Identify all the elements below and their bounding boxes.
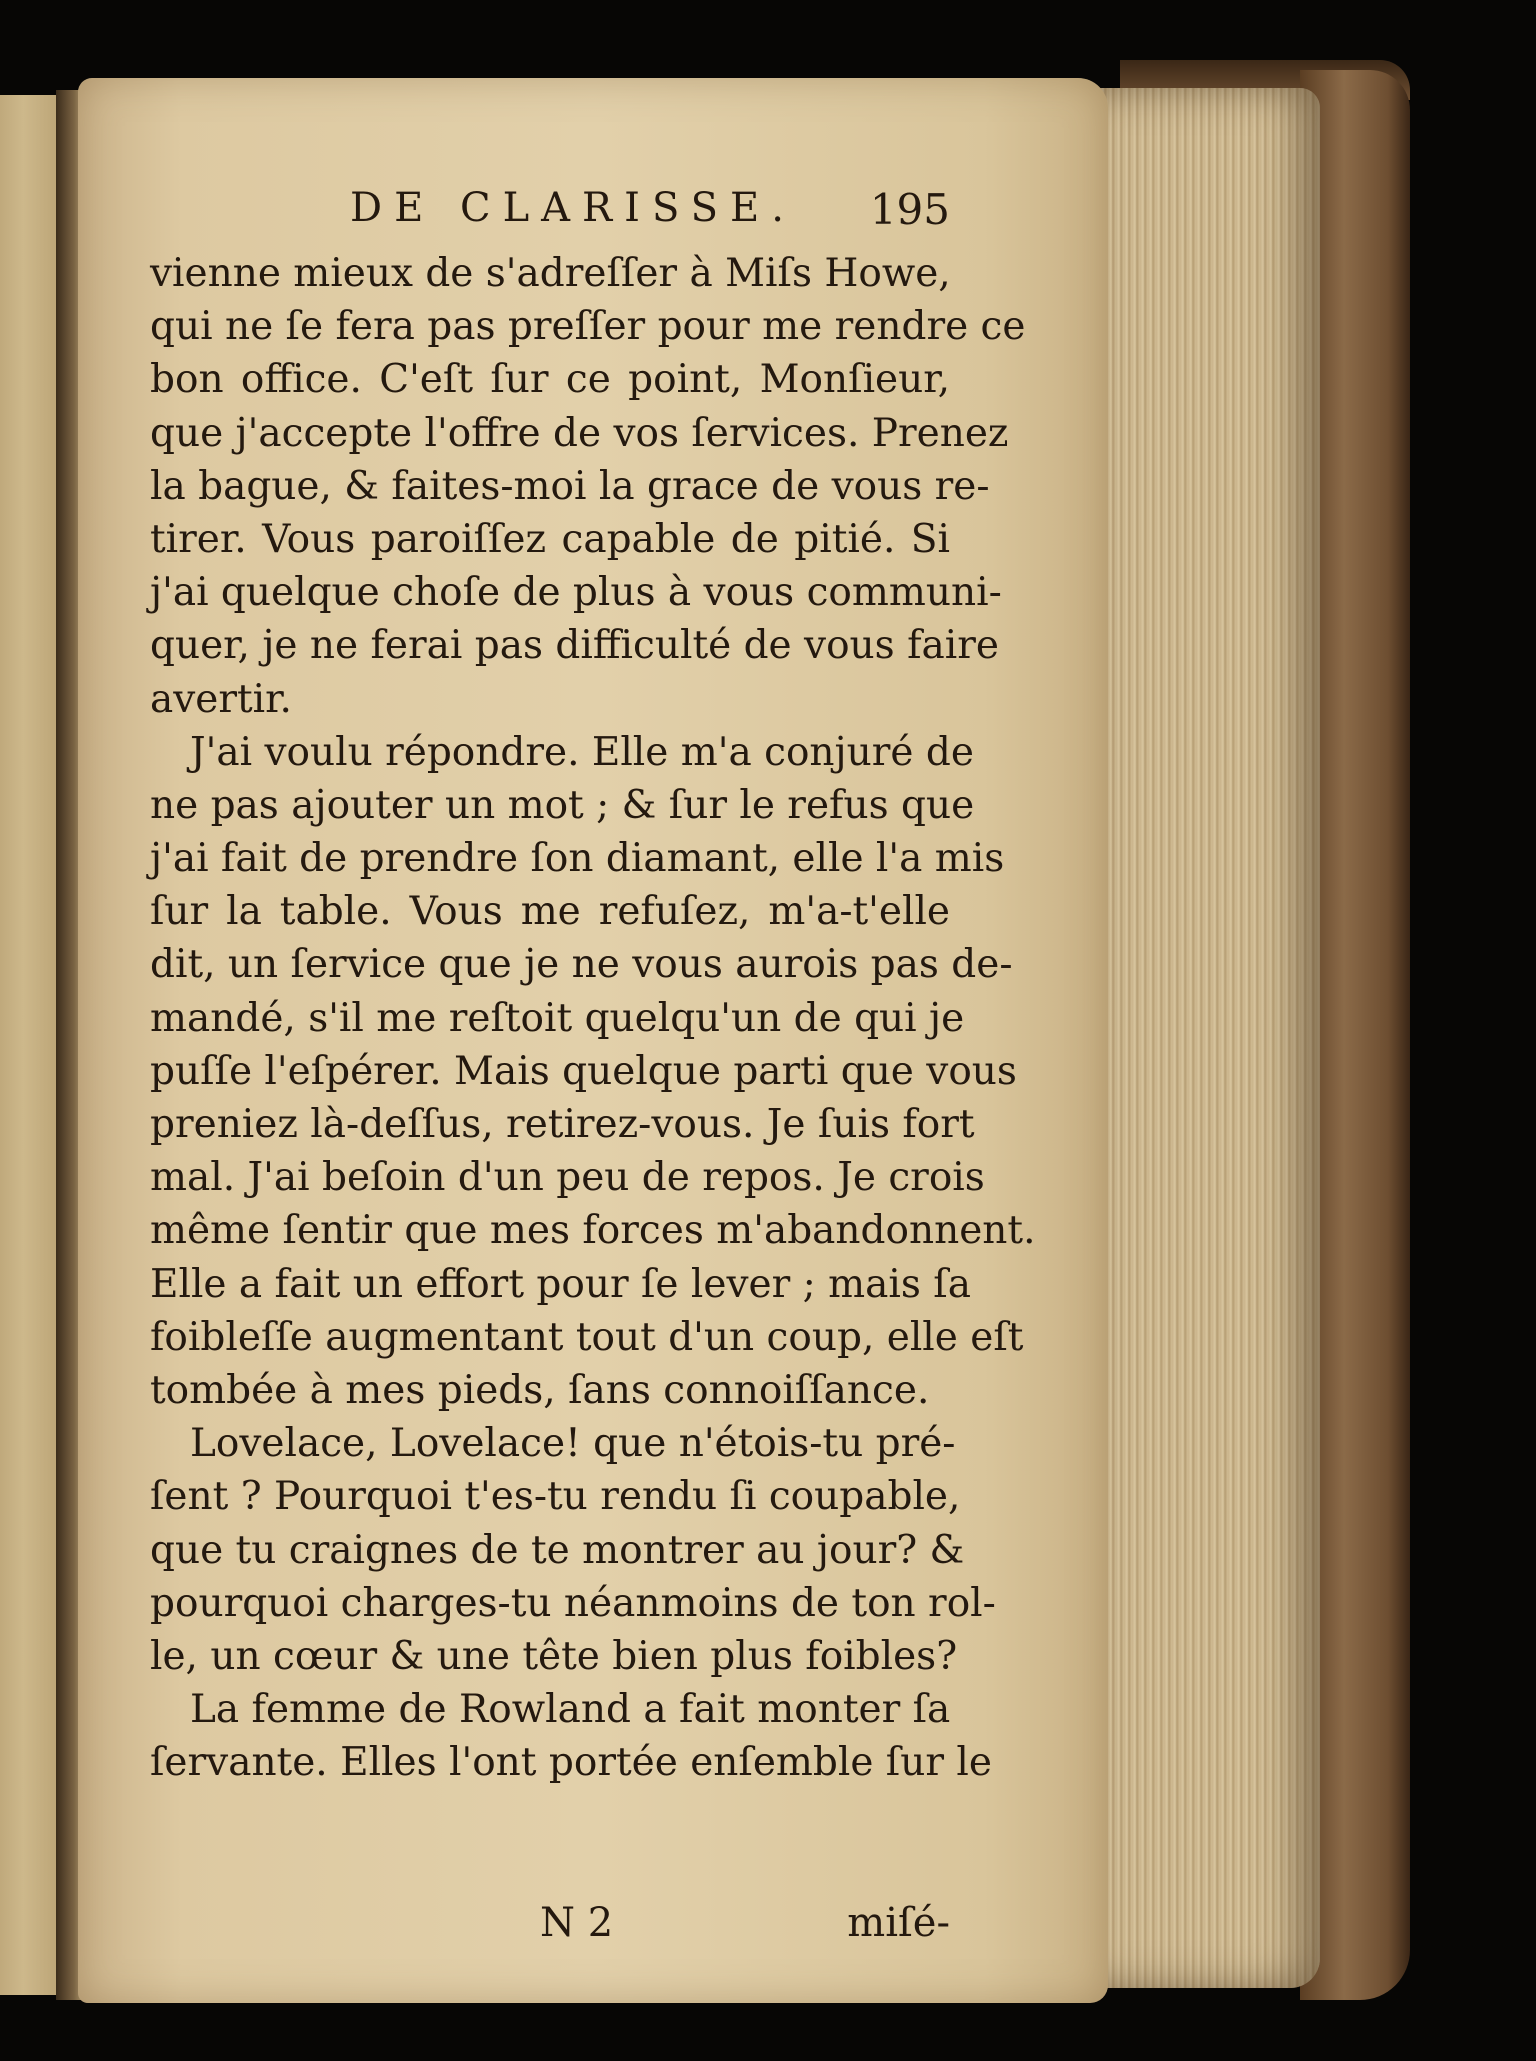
text-line: ſur la table. Vous me refuſez, m'a-t'elle	[150, 889, 950, 935]
page-number: 195	[869, 185, 950, 234]
text-line: ne pas ajouter un mot ; & ſur le refus que	[150, 782, 975, 828]
text-line: vienne mieux de s'adreſſer à Miſs Howe,	[150, 251, 951, 296]
text-line: le, un cœur & une tête bien plus foibles?	[150, 1633, 958, 1679]
text-line: Elle a fait un effort pour ſe lever ; mais ſa	[150, 1261, 971, 1307]
page-footer	[150, 1900, 950, 1960]
text-line: la bague, & faites-moi la grace de vous re-	[150, 463, 990, 509]
text-line: puſſe l'eſpérer. Mais quelque parti que vous	[150, 1048, 1017, 1094]
text-line: ſervante. Elles l'ont portée enſemble ſur le	[150, 1740, 992, 1786]
text-line: pourquoi charges-tu néanmoins de ton rol-	[150, 1580, 996, 1626]
text-line: ſent ? Pourquoi t'es-tu rendu ſi coupable,	[150, 1474, 961, 1520]
paragraph-start-line: J'ai voulu répondre. Elle m'a conjuré de	[190, 729, 974, 775]
text-line: tirer. Vous paroiſſez capable de pitié. Si	[150, 516, 950, 562]
text-line: quer, je ne ferai pas difficulté de vous faire	[150, 623, 999, 669]
page-block-edges	[1100, 88, 1320, 1988]
text-line: preniez là-deſſus, retirez-vous. Je ſuis fort	[150, 1102, 975, 1147]
running-head: DE CLARISSE.	[350, 185, 796, 231]
text-line: j'ai quelque choſe de plus à vous communi-	[150, 570, 1002, 616]
text-line: avertir.	[150, 676, 292, 722]
text-line: tombée à mes pieds, ſans connoiſſance.	[150, 1367, 930, 1413]
text-line: que tu craignes de te montrer au jour? &	[150, 1527, 965, 1573]
text-line: mandé, s'il me reſtoit quelqu'un de qui je	[150, 995, 965, 1041]
paragraph-start-line: Lovelace, Lovelace! que n'étois-tu pré-	[190, 1421, 956, 1467]
catchword: miſé-	[847, 1900, 950, 1946]
page-header	[150, 185, 950, 245]
text-line: qui ne ſe fera pas preſſer pour me rendre ce	[150, 304, 1026, 350]
text-line: que j'accepte l'offre de vos ſervices. Prenez	[150, 410, 1009, 456]
text-line: j'ai fait de prendre ſon diamant, elle l'a mis	[150, 836, 1005, 882]
signature-mark: N 2	[540, 1900, 614, 1946]
text-line: dit, un ſervice que je ne vous aurois pas de-	[150, 942, 1013, 988]
text-line: foibleſſe augmentant tout d'un coup, elle eſt	[150, 1314, 1024, 1360]
text-line: même ſentir que mes forces m'abandonnent.	[150, 1208, 1036, 1254]
text-line: mal. J'ai beſoin d'un peu de repos. Je crois	[150, 1155, 985, 1201]
text-line: bon office. C'eſt ſur ce point, Monſieur,	[150, 357, 950, 403]
paragraph-start-line: La femme de Rowland a fait monter ſa	[190, 1687, 951, 1733]
page-body	[150, 247, 1036, 1789]
